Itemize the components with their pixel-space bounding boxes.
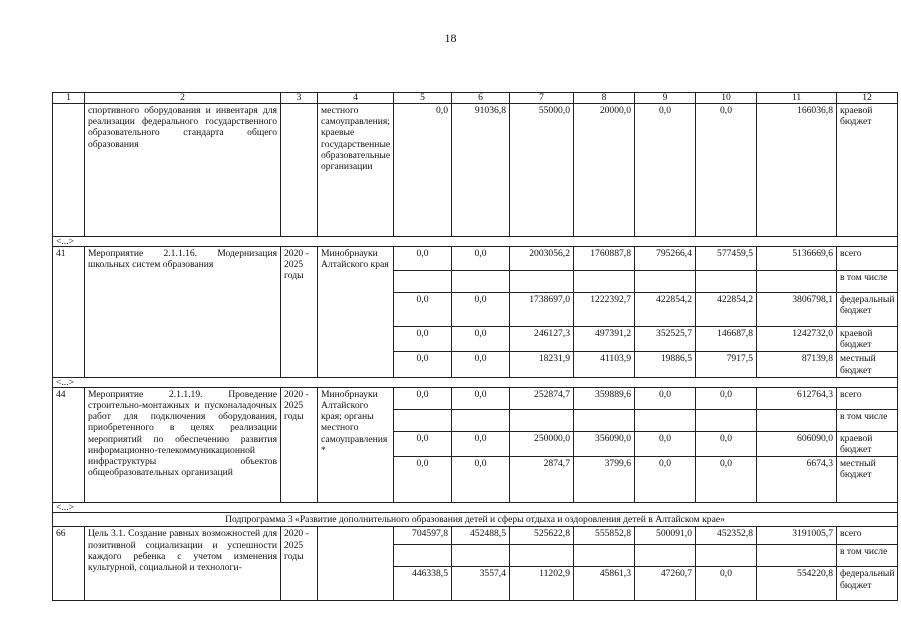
header-cell: 11 — [757, 93, 837, 104]
header-cell: 1 — [53, 93, 85, 104]
ellipsis-row: <...> — [53, 237, 898, 247]
measure-title: Мероприятие 2.1.1.19. Проведение строительно-монтажных и пусконаладочных работ для подключения оборудования, приобретенного в целях реализации мероприятий по обеспечению развития информационно-телекоммуникационной инфраструктуры объектов общеобразовательных организаций — [85, 387, 281, 502]
header-cell: 10 — [696, 93, 757, 104]
header-cell: 9 — [635, 93, 696, 104]
ellipsis-row: <...> — [53, 377, 898, 387]
budget-table — [52, 92, 898, 601]
funding-source: в том числе — [837, 545, 898, 567]
executor-cell: местного самоуправления; краевые государственные образовательные организации — [318, 104, 394, 237]
funding-source: всего — [837, 247, 898, 271]
column-numbers-row — [53, 93, 898, 104]
table-row: 0,0 0,0 18231,9 41103,9 19886,5 7917,5 87139,8 местный бюджет — [53, 352, 898, 377]
executor-cell: Минобрнауки Алтайского края; органы местного самоуправления * — [318, 387, 394, 502]
header-cell: 3 — [281, 93, 318, 104]
header-cell: 6 — [452, 93, 510, 104]
table-row: 0,0 0,0 1738697,0 1222392,7 422854,2 422854,2 3806798,1 федеральный бюджет — [53, 293, 898, 327]
table-row: 41 Мероприятие 2.1.1.16. Модернизация школьных систем образования 2020 - 2025 годы Минобрнауки Алтайского края 0,0 0,0 2003056,2 1760887,8 795266,4 577459,5 5136669,6 всего — [53, 247, 898, 271]
table-row: спортивного оборудования и инвентаря для реализации федерального государственного образовательного стандарта общего образования местного самоуправления; краевые государственные образовательные организации 0,0 91036,8 55000,0 20000,0 0,0 0,0 166036,8 краевой бюджет — [53, 104, 898, 237]
funding-source: федеральный бюджет — [837, 293, 898, 327]
funding-source: в том числе — [837, 409, 898, 431]
funding-source: всего — [837, 527, 898, 545]
header-cell: 12 — [837, 93, 898, 104]
funding-source: в том числе — [837, 271, 898, 293]
header-cell: 7 — [510, 93, 574, 104]
table-row: 0,0 0,0 246127,3 497391,2 352525,7 146687,8 1242732,0 краевой бюджет — [53, 327, 898, 352]
header-cell: 2 — [85, 93, 281, 104]
table-row: 0,0 0,0 2874,7 3799,6 0,0 0,0 6674,3 местный бюджет — [53, 457, 898, 503]
table-row: 44 Мероприятие 2.1.1.19. Проведение строительно-монтажных и пусконаладочных работ для подключения оборудования, приобретенного в целях реализации мероприятий по обеспечению развития информационно-телекоммуникационной инфраструктуры объектов общеобразовательных организаций 2020 - 2025 годы Минобрнауки Алтайского края; органы местного самоуправления * 0,0 0,0 252874,7 359889,6 0,0 0,0 612764,3 всего — [53, 387, 898, 409]
page-number: 18 — [444, 31, 457, 45]
funding-source: всего — [837, 387, 898, 409]
row-number: 66 — [53, 527, 85, 601]
table-row: 66 Цель 3.1. Создание равных возможностей для позитивной социализации и успешности каждого ребенка с учетом изменения культурной, социальной и технологи- 2020 - 2025 годы 704597,8 452488,5 525622,8 555852,8 500091,0 452352,8 3191005,7 всего — [53, 527, 898, 545]
subprogram-title: Подпрограмма 3 «Развитие дополнительного образования детей и сферы отдыха и оздоровления детей в Алтайском крае» — [53, 513, 898, 527]
header-cell: 5 — [394, 93, 452, 104]
years-cell: 2020 - 2025 годы — [281, 527, 318, 601]
header-cell: 8 — [574, 93, 635, 104]
executor-cell: Минобрнауки Алтайского края — [318, 247, 394, 378]
subprogram-heading-row — [53, 513, 898, 527]
measure-title: Цель 3.1. Создание равных возможностей для позитивной социализации и успешности каждого ребенка с учетом изменения культурной, социальной и технологи- — [85, 527, 281, 601]
funding-source: краевой бюджет — [837, 327, 898, 352]
funding-source: краевой бюджет — [837, 104, 898, 237]
years-cell: 2020 - 2025 годы — [281, 247, 318, 378]
funding-source: местный бюджет — [837, 352, 898, 377]
table-row: 0,0 0,0 250000,0 356090,0 0,0 0,0 606090,0 краевой бюджет — [53, 431, 898, 456]
funding-source: местный бюджет — [837, 457, 898, 503]
header-cell: 4 — [318, 93, 394, 104]
measure-title: Мероприятие 2.1.1.16. Модернизация школьных систем образования — [85, 247, 281, 378]
row-number: 44 — [53, 387, 85, 502]
funding-source: федеральный бюджет — [837, 567, 898, 601]
row-number: 41 — [53, 247, 85, 378]
table-row: 446338,5 3557,4 11202,9 45861,3 47260,7 0,0 554220,8 федеральный бюджет — [53, 567, 898, 601]
executor-cell — [318, 527, 394, 601]
measure-title: спортивного оборудования и инвентаря для реализации федерального государственного образовательного стандарта общего образования — [85, 104, 281, 237]
ellipsis-row: <...> — [53, 503, 898, 513]
funding-source: краевой бюджет — [837, 431, 898, 456]
years-cell: 2020 - 2025 годы — [281, 387, 318, 502]
